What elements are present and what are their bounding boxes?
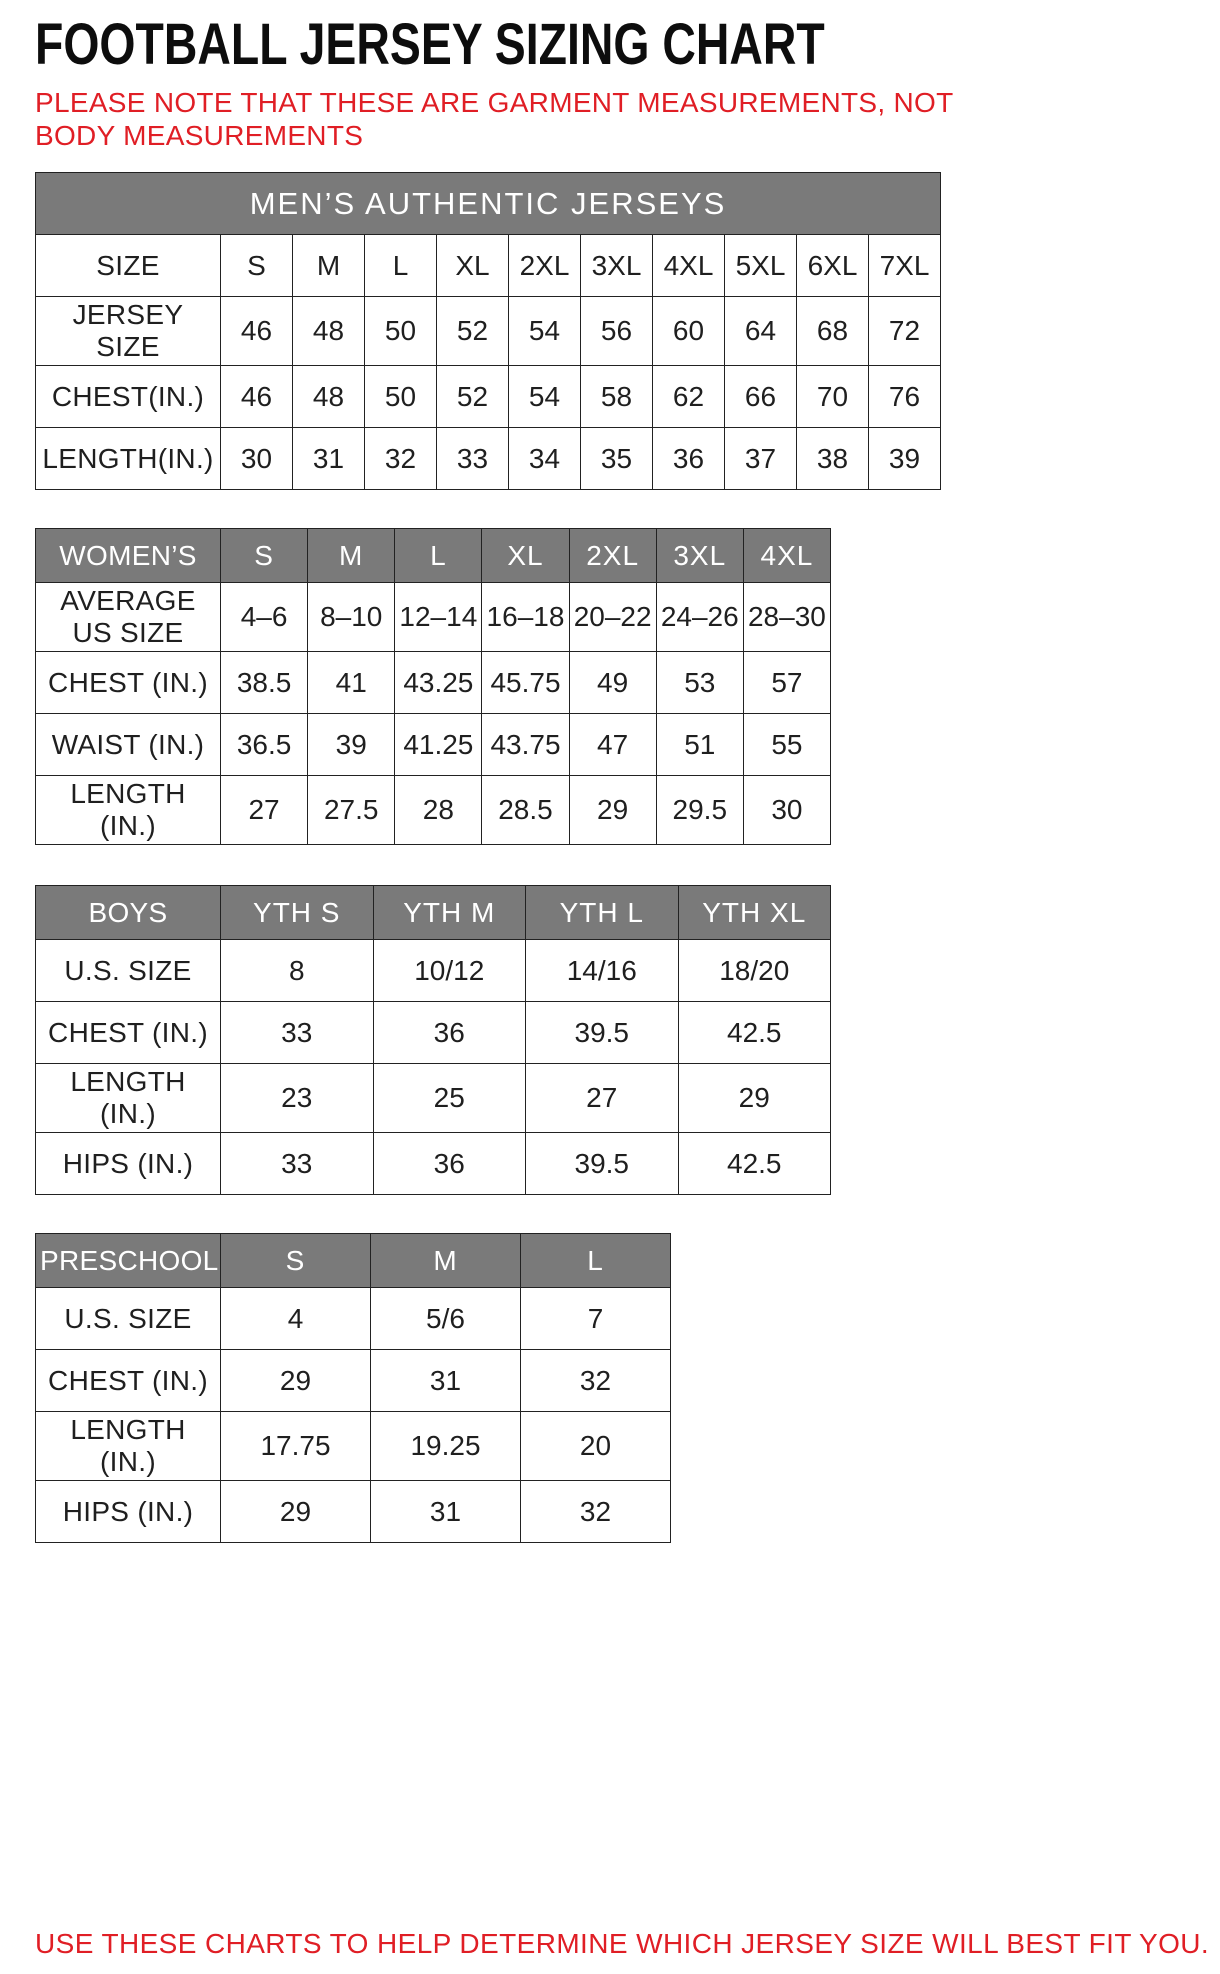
- preschool-row-label: HIPS (IN.): [36, 1481, 221, 1543]
- womens-row-label: CHEST (IN.): [36, 652, 221, 714]
- mens-value-cell: 54: [509, 297, 581, 366]
- mens-value-cell: S: [221, 235, 293, 297]
- mens-value-cell: 54: [509, 366, 581, 428]
- mens-value-cell: 39: [869, 428, 941, 490]
- mens-value-cell: 37: [725, 428, 797, 490]
- boys-header-col: YTH XL: [678, 886, 831, 940]
- preschool-header-col: M: [371, 1234, 521, 1288]
- womens-value-cell: 20–22: [569, 583, 656, 652]
- footer-note: USE THESE CHARTS TO HELP DETERMINE WHICH JERSEY SIZE WILL BEST FIT YOU.: [35, 1928, 1210, 1959]
- boys-value-cell: 14/16: [526, 940, 679, 1002]
- mens-value-cell: 76: [869, 366, 941, 428]
- mens-value-cell: 60: [653, 297, 725, 366]
- womens-header-col: L: [395, 529, 482, 583]
- mens-value-cell: 70: [797, 366, 869, 428]
- womens-value-cell: 29: [569, 776, 656, 845]
- womens-value-cell: 41: [308, 652, 395, 714]
- preschool-value-cell: 7: [521, 1288, 671, 1350]
- mens-value-cell: 56: [581, 297, 653, 366]
- womens-value-cell: 12–14: [395, 583, 482, 652]
- mens-value-cell: 66: [725, 366, 797, 428]
- womens-value-cell: 47: [569, 714, 656, 776]
- preschool-header-col: S: [221, 1234, 371, 1288]
- mens-value-cell: 4XL: [653, 235, 725, 297]
- womens-header-col: S: [221, 529, 308, 583]
- womens-value-cell: 51: [656, 714, 743, 776]
- boys-header-col: YTH M: [373, 886, 526, 940]
- mens-value-cell: XL: [437, 235, 509, 297]
- boys-header-col: YTH S: [221, 886, 374, 940]
- preschool-header-col: L: [521, 1234, 671, 1288]
- preschool-value-cell: 5/6: [371, 1288, 521, 1350]
- boys-row-label: HIPS (IN.): [36, 1133, 221, 1195]
- boys-value-cell: 27: [526, 1064, 679, 1133]
- mens-sizing-table: [35, 172, 941, 490]
- womens-header-col: M: [308, 529, 395, 583]
- mens-value-cell: 48: [293, 366, 365, 428]
- womens-row-label: AVERAGE US SIZE: [36, 583, 221, 652]
- mens-value-cell: L: [365, 235, 437, 297]
- preschool-value-cell: 31: [371, 1350, 521, 1412]
- mens-value-cell: 52: [437, 297, 509, 366]
- mens-value-cell: 32: [365, 428, 437, 490]
- boys-value-cell: 8: [221, 940, 374, 1002]
- womens-sizing-table: [35, 528, 831, 845]
- womens-value-cell: 27: [221, 776, 308, 845]
- preschool-value-cell: 4: [221, 1288, 371, 1350]
- mens-value-cell: 2XL: [509, 235, 581, 297]
- mens-value-cell: 3XL: [581, 235, 653, 297]
- womens-value-cell: 24–26: [656, 583, 743, 652]
- boys-value-cell: 25: [373, 1064, 526, 1133]
- boys-value-cell: 18/20: [678, 940, 831, 1002]
- womens-row-label: LENGTH (IN.): [36, 776, 221, 845]
- preschool-row-label: U.S. SIZE: [36, 1288, 221, 1350]
- boys-sizing-table: [35, 885, 831, 1195]
- boys-header-label: BOYS: [36, 886, 221, 940]
- womens-value-cell: 28: [395, 776, 482, 845]
- preschool-value-cell: 19.25: [371, 1412, 521, 1481]
- mens-row-label: LENGTH(IN.): [36, 428, 221, 490]
- preschool-row-label: CHEST (IN.): [36, 1350, 221, 1412]
- womens-value-cell: 39: [308, 714, 395, 776]
- womens-header-col: 4XL: [743, 529, 830, 583]
- mens-value-cell: 36: [653, 428, 725, 490]
- preschool-value-cell: 29: [221, 1350, 371, 1412]
- mens-value-cell: 58: [581, 366, 653, 428]
- womens-value-cell: 57: [743, 652, 830, 714]
- womens-header-col: 3XL: [656, 529, 743, 583]
- boys-row-label: LENGTH (IN.): [36, 1064, 221, 1133]
- womens-value-cell: 53: [656, 652, 743, 714]
- boys-value-cell: 39.5: [526, 1133, 679, 1195]
- mens-value-cell: 31: [293, 428, 365, 490]
- boys-value-cell: 42.5: [678, 1002, 831, 1064]
- mens-value-cell: 50: [365, 297, 437, 366]
- boys-header-col: YTH L: [526, 886, 679, 940]
- boys-value-cell: 42.5: [678, 1133, 831, 1195]
- mens-value-cell: 46: [221, 297, 293, 366]
- preschool-value-cell: 29: [221, 1481, 371, 1543]
- mens-value-cell: 52: [437, 366, 509, 428]
- mens-value-cell: 72: [869, 297, 941, 366]
- tables-root: [35, 172, 1185, 1543]
- womens-value-cell: 36.5: [221, 714, 308, 776]
- womens-row-label: WAIST (IN.): [36, 714, 221, 776]
- boys-value-cell: 33: [221, 1002, 374, 1064]
- womens-value-cell: 4–6: [221, 583, 308, 652]
- mens-row-label: JERSEY SIZE: [36, 297, 221, 366]
- mens-value-cell: 46: [221, 366, 293, 428]
- preschool-header-label: PRESCHOOL: [36, 1234, 221, 1288]
- page-title: FOOTBALL JERSEY SIZING CHART: [35, 12, 825, 77]
- preschool-value-cell: 17.75: [221, 1412, 371, 1481]
- boys-value-cell: 33: [221, 1133, 374, 1195]
- boys-row-label: U.S. SIZE: [36, 940, 221, 1002]
- womens-value-cell: 28.5: [482, 776, 569, 845]
- mens-value-cell: 64: [725, 297, 797, 366]
- preschool-row-label: LENGTH (IN.): [36, 1412, 221, 1481]
- mens-value-cell: M: [293, 235, 365, 297]
- womens-value-cell: 16–18: [482, 583, 569, 652]
- womens-value-cell: 41.25: [395, 714, 482, 776]
- mens-row-label: CHEST(IN.): [36, 366, 221, 428]
- womens-value-cell: 28–30: [743, 583, 830, 652]
- womens-value-cell: 29.5: [656, 776, 743, 845]
- mens-row-label: SIZE: [36, 235, 221, 297]
- womens-header-col: XL: [482, 529, 569, 583]
- boys-value-cell: 36: [373, 1002, 526, 1064]
- boys-value-cell: 36: [373, 1133, 526, 1195]
- womens-value-cell: 45.75: [482, 652, 569, 714]
- preschool-value-cell: 31: [371, 1481, 521, 1543]
- mens-banner: MEN’S AUTHENTIC JERSEYS: [36, 173, 941, 235]
- mens-value-cell: 7XL: [869, 235, 941, 297]
- preschool-value-cell: 32: [521, 1481, 671, 1543]
- mens-value-cell: 6XL: [797, 235, 869, 297]
- womens-value-cell: 30: [743, 776, 830, 845]
- mens-value-cell: 48: [293, 297, 365, 366]
- boys-row-label: CHEST (IN.): [36, 1002, 221, 1064]
- womens-value-cell: 43.25: [395, 652, 482, 714]
- mens-value-cell: 34: [509, 428, 581, 490]
- mens-value-cell: 33: [437, 428, 509, 490]
- mens-value-cell: 50: [365, 366, 437, 428]
- womens-header-col: 2XL: [569, 529, 656, 583]
- mens-value-cell: 35: [581, 428, 653, 490]
- preschool-value-cell: 32: [521, 1350, 671, 1412]
- womens-value-cell: 43.75: [482, 714, 569, 776]
- boys-value-cell: 23: [221, 1064, 374, 1133]
- garment-measurements-note: PLEASE NOTE THAT THESE ARE GARMENT MEASUREMENTS, NOT BODY MEASUREMENTS: [35, 87, 954, 152]
- womens-value-cell: 38.5: [221, 652, 308, 714]
- womens-value-cell: 49: [569, 652, 656, 714]
- womens-value-cell: 27.5: [308, 776, 395, 845]
- mens-value-cell: 68: [797, 297, 869, 366]
- preschool-sizing-table: [35, 1233, 671, 1543]
- mens-value-cell: 62: [653, 366, 725, 428]
- boys-value-cell: 10/12: [373, 940, 526, 1002]
- mens-value-cell: 30: [221, 428, 293, 490]
- preschool-value-cell: 20: [521, 1412, 671, 1481]
- mens-value-cell: 5XL: [725, 235, 797, 297]
- boys-value-cell: 29: [678, 1064, 831, 1133]
- womens-value-cell: 55: [743, 714, 830, 776]
- womens-value-cell: 8–10: [308, 583, 395, 652]
- boys-value-cell: 39.5: [526, 1002, 679, 1064]
- mens-value-cell: 38: [797, 428, 869, 490]
- womens-header-label: WOMEN’S: [36, 529, 221, 583]
